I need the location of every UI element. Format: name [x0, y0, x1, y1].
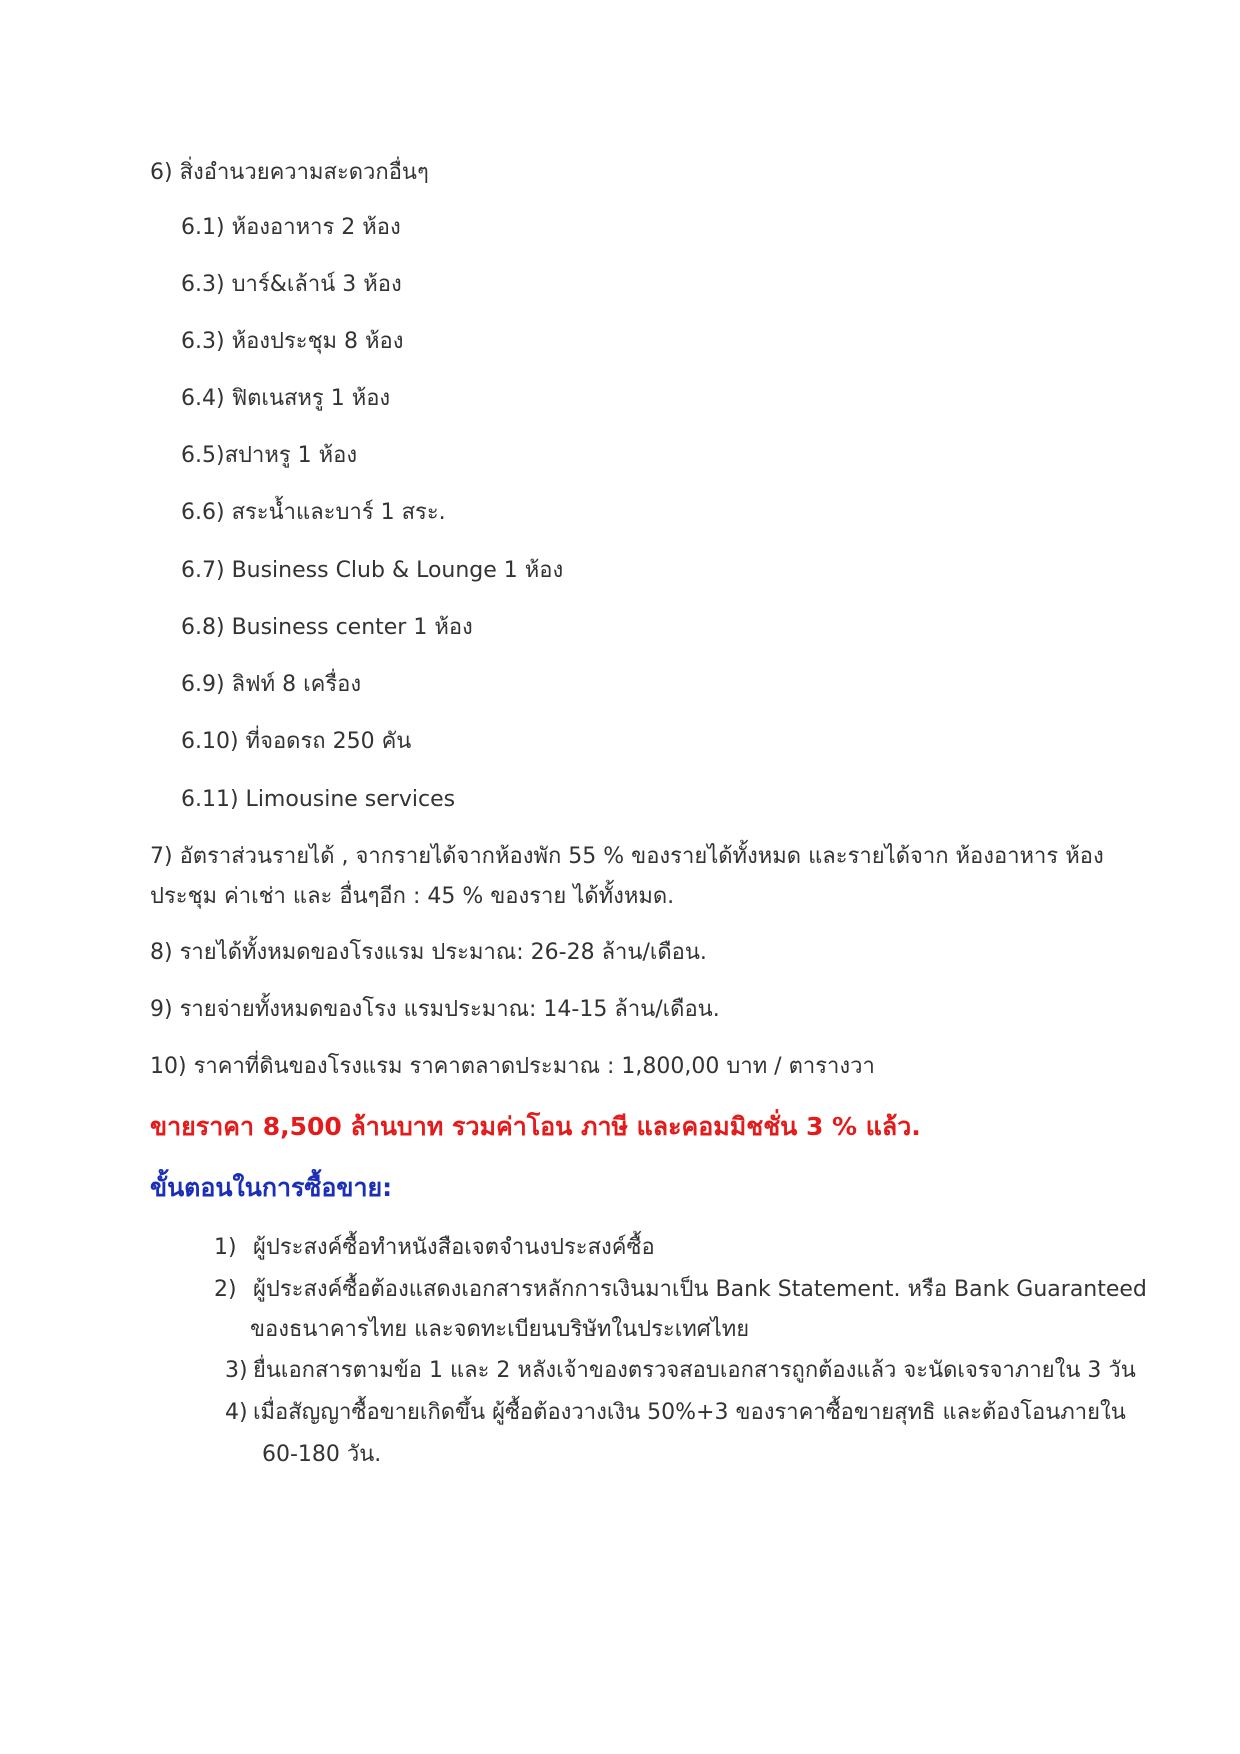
step-number: 4)	[225, 1400, 248, 1425]
facility-item: 6.5)สปาหรู 1 ห้อง	[181, 443, 358, 468]
facility-item: 6.7) Business Club & Lounge 1 ห้อง	[181, 558, 564, 583]
facility-item: 6.10) ที่จอดรถ 250 คัน	[181, 729, 412, 754]
step-text-continued: ของธนาคารไทย และจดทะเบียนบริษัทในประเทศไทย	[250, 1317, 750, 1342]
facility-item: 6.3) ห้องประชุม 8 ห้อง	[181, 329, 404, 354]
facility-item: 6.11) Limousine services	[181, 787, 456, 812]
step-text-continued: 60-180 วัน.	[262, 1442, 382, 1467]
facility-item: 6.1) ห้องอาหาร 2 ห้อง	[181, 215, 401, 240]
step-text: ผู้ประสงค์ซื้อต้องแสดงเอกสารหลักการเงินมาเป็น Bank Statement. หรือ Bank Guaranteed	[253, 1277, 1147, 1302]
section-7-line-1: 7) อัตราส่วนรายได้ , จากรายได้จากห้องพัก 55 % ของรายได้ทั้งหมด และรายได้จาก ห้องอาหาร ห้อง	[150, 844, 1104, 869]
step-text: ผู้ประสงค์ซื้อทำหนังสือเจตจำนงประสงค์ซื้อ	[253, 1235, 655, 1260]
sale-price-statement: ขายราคา 8,500 ล้านบาท รวมค่าโอน ภาษี และคอมมิชชั่น 3 % แล้ว.	[150, 1112, 921, 1141]
procedure-heading: ขั้นตอนในการซื้อขาย:	[150, 1173, 393, 1202]
facility-item: 6.4) ฟิตเนสหรู 1 ห้อง	[181, 386, 391, 411]
section-6-heading: 6) สิ่งอำนวยความสะดวกอื่นๆ	[150, 160, 429, 185]
step-number: 2)	[214, 1277, 237, 1302]
section-10: 10) ราคาที่ดินของโรงแรม ราคาตลาดประมาณ : 1,800,00 บาท / ตารางวา	[150, 1054, 875, 1079]
facility-item: 6.9) ลิฟท์ 8 เครื่อง	[181, 672, 362, 697]
step-number: 1)	[214, 1235, 237, 1260]
section-8: 8) รายได้ทั้งหมดของโรงแรม ประมาณ: 26-28 ล้าน/เดือน.	[150, 940, 707, 965]
section-9: 9) รายจ่ายทั้งหมดของโรง แรมประมาณ: 14-15 ล้าน/เดือน.	[150, 997, 720, 1022]
step-text: เมื่อสัญญาซื้อขายเกิดขึ้น ผู้ซื้อต้องวางเงิน 50%+3 ของราคาซื้อขายสุทธิ และต้องโอนภายใน	[253, 1400, 1126, 1425]
step-text: ยื่นเอกสารตามข้อ 1 และ 2 หลังเจ้าของตรวจสอบเอกสารถูกต้องแล้ว จะนัดเจรจาภายใน 3 วัน	[253, 1358, 1136, 1383]
facility-item: 6.6) สระน้ำและบาร์ 1 สระ.	[181, 500, 446, 525]
step-number: 3)	[225, 1358, 248, 1383]
facility-item: 6.8) Business center 1 ห้อง	[181, 615, 473, 640]
section-7-line-2: ประชุม ค่าเช่า และ อื่นๆอีก : 45 % ของราย ได้ทั้งหมด.	[150, 884, 675, 909]
facility-item: 6.3) บาร์&เล้าน์ 3 ห้อง	[181, 272, 402, 297]
